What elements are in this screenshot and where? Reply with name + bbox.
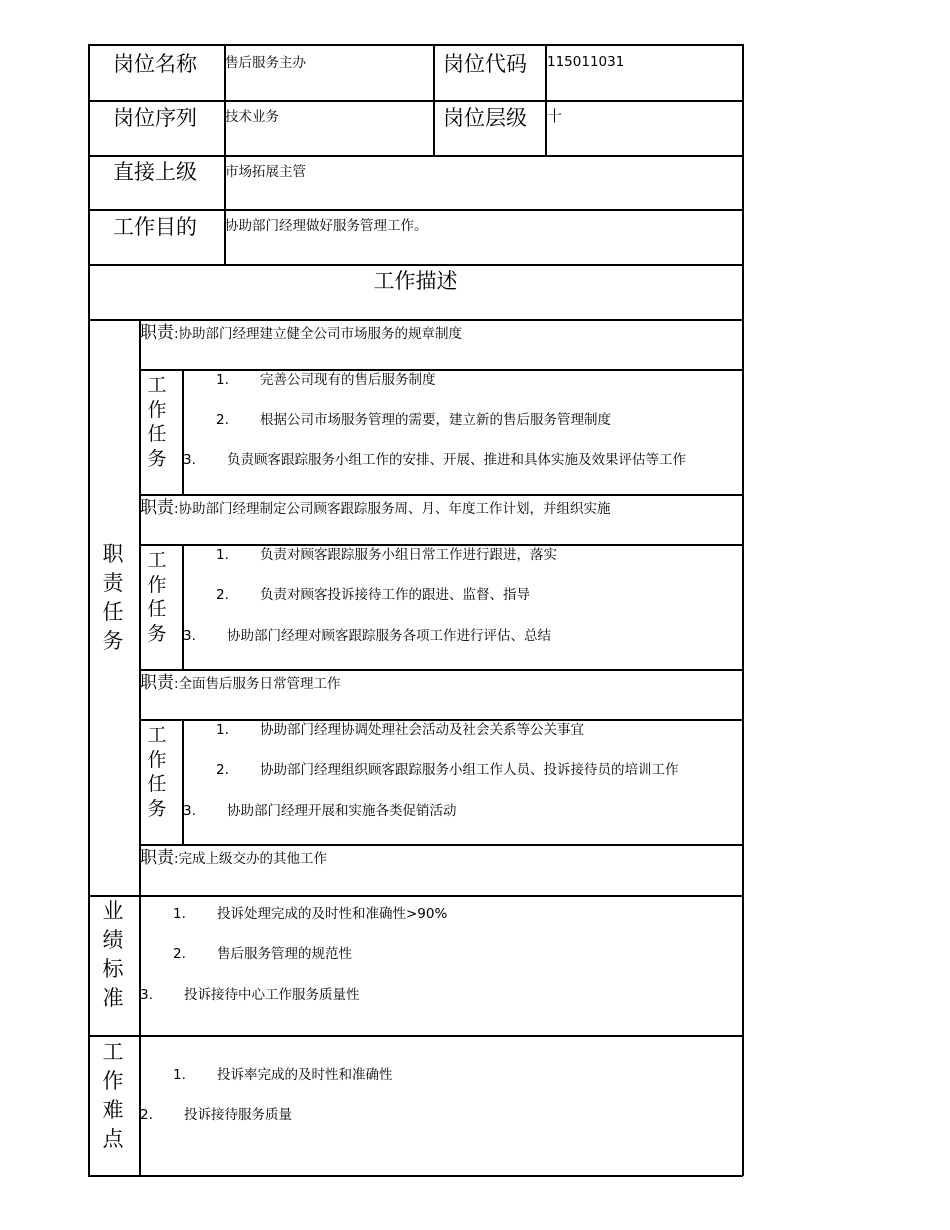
position-name-label: 岗位名称 [113,52,197,76]
task-side-label-3: 工 作 任 务 [147,724,167,820]
difficulty-item-1: 1. 投诉率完成的及时性和准确性 [173,1067,393,1083]
task-1-3: 3. 负责顾客跟踪服务小组工作的安排、开展、推进和具体实施及效果评估等工作 [183,452,686,468]
difficulty-item-2: 2. 投诉接待服务质量 [140,1107,292,1123]
performance-item-1: 1. 投诉处理完成的及时性和准确性>90% [173,906,448,922]
description-title: 工作描述 [373,269,458,293]
position-code-label: 岗位代码 [443,52,527,76]
duty-1: 职责:协助部门经理建立健全公司市场服务的规章制度 [140,323,463,343]
task-3-3: 3. 协助部门经理开展和实施各类促销活动 [183,803,457,819]
position-series-value: 技术业务 [225,109,279,125]
task-1-2: 2. 根据公司市场服务管理的需要，建立新的售后服务管理制度 [216,412,611,428]
position-series-label: 岗位序列 [113,106,197,130]
duty-4: 职责:完成上级交办的其他工作 [140,848,328,868]
performance-item-3: 3. 投诉接待中心工作服务质量性 [140,987,360,1003]
performance-item-2: 2. 售后服务管理的规范性 [173,946,352,962]
position-name-value: 售后服务主办 [225,55,306,71]
task-side-label-1: 工 作 任 务 [147,374,167,470]
task-2-1: 1. 负责对顾客跟踪服务小组日常工作进行跟进，落实 [216,547,557,563]
task-1-1: 1. 完善公司现有的售后服务制度 [216,372,436,388]
duties-side-label: 职 责 任 务 [102,542,124,653]
duty-3: 职责:全面售后服务日常管理工作 [140,673,341,693]
task-3-2: 2. 协助部门经理组织顾客跟踪服务小组工作人员、投诉接待员的培训工作 [216,762,679,778]
difficulty-label: 工 作 难 点 [102,1040,124,1151]
performance-label: 业 绩 标 准 [102,899,124,1010]
purpose-label: 工作目的 [113,215,197,239]
purpose-value: 协助部门经理做好服务管理工作。 [225,218,428,234]
task-2-2: 2. 负责对顾客投诉接待工作的跟进、监督、指导 [216,587,530,603]
task-side-label-2: 工 作 任 务 [147,549,167,645]
position-code-value: 115011031 [547,54,625,70]
position-level-value: 十 [547,107,563,125]
supervisor-label: 直接上级 [113,160,197,184]
supervisor-value: 市场拓展主管 [225,164,306,180]
position-level-label: 岗位层级 [443,106,527,130]
task-2-3: 3. 协助部门经理对顾客跟踪服务各项工作进行评估、总结 [183,628,551,644]
task-3-1: 1. 协助部门经理协调处理社会活动及社会关系等公关事宜 [216,722,584,738]
duty-2: 职责:协助部门经理制定公司顾客跟踪服务周、月、年度工作计划，并组织实施 [140,498,611,518]
